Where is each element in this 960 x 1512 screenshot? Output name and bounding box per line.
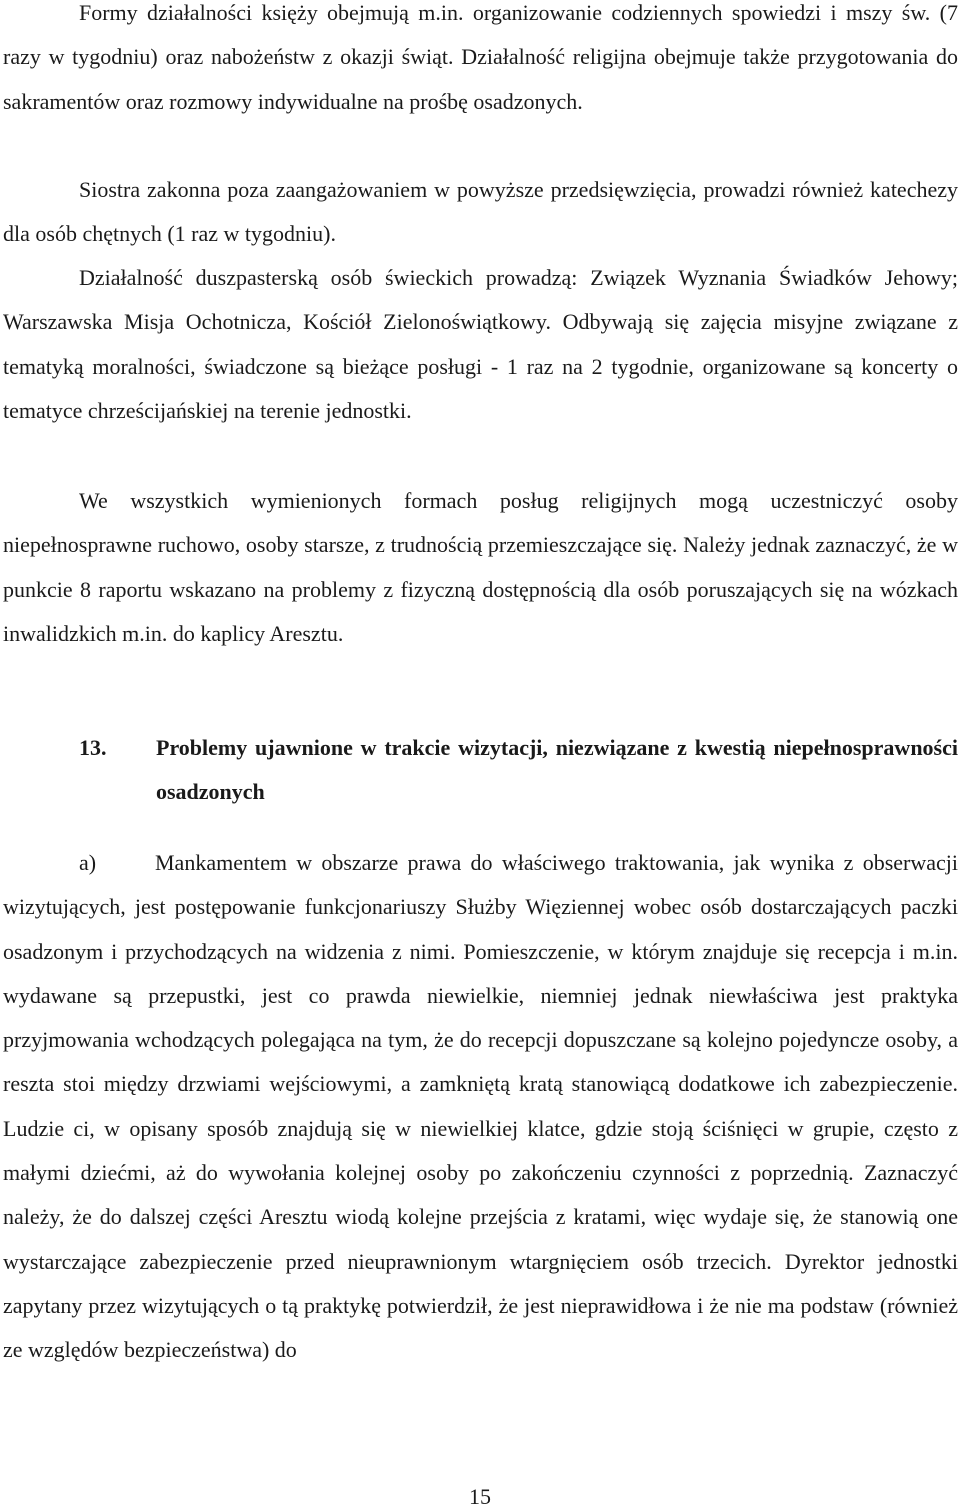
section-number: 13.	[79, 735, 107, 760]
section-title: Problemy ujawnione w trakcie wizytacji, niezwiązane z kwestią niepełnosprawności osadzonych	[156, 735, 958, 805]
list-item-a	[3, 841, 958, 1373]
page-number: 15	[469, 1484, 491, 1509]
paragraph-religious-activities: Formy działalności księży obejmują m.in. organizowanie codziennych spowiedzi i mszy św. (7 razy w tygodniu) oraz nabożeństw z okazji świąt. Działalność religijna obejmuje także przygotowania do sakramentów oraz rozmowy indywidualne na prośbę osadzonych.	[3, 0, 958, 114]
paragraph-nun-catechesis: Siostra zakonna poza zaangażowaniem w powyższe przedsięwzięcia, prowadzi również katechezy dla osób chętnych (1 raz w tygodniu).	[3, 177, 958, 247]
section-heading	[3, 726, 958, 815]
paragraph-lay-ministry: Działalność duszpasterską osób świeckich prowadzą: Związek Wyznania Świadków Jehowy; Warszawska Misja Ochotnicza, Kościół Zielonoświątkowy. Odbywają się zajęcia misyjne związane z tematyką moralności, świadczone są bieżące posługi - 1 raz na 2 tygodnie, organizowane są koncerty o tematyce chrześcijańskiej na terenie jednostki.	[3, 265, 958, 423]
list-item-text: Mankamentem w obszarze prawa do właściwego traktowania, jak wynika z obserwacji wizytujących, jest postępowanie funkcjonariuszy Służby Więziennej wobec osób dostarczających paczki osadzonym i przychodzących na widzenia z nimi. Pomieszczenie, w którym znajduje się recepcja i m.in. wydawane są przepustki, jest co prawda niewielkie, niemniej jednak niewłaściwa jest praktyka przyjmowania wchodzących polegająca na tym, że do recepcji dopuszczane są kolejno pojedyncze osoby, a reszta stoi między drzwiami wejściowymi, a zamkniętą kratą stanowiącą dodatkowe ich zabezpieczenie. Ludzie ci, w opisany sposób znajdują się w niewielkiej klatce, gdzie stoją ściśnięci w grupie, często z małymi dziećmi, aż do wywołania kolejnej osoby po zakończeniu czynności z poprzednią. Zaznaczyć należy, że do dalszej części Aresztu wiodą kolejne przejścia z kratami, więc wydaje się, że stanowią one wystarczające zabezpieczenie przed nieuprawnionym wtargnięciem osób trzecich. Dyrektor jednostki zapytany przez wizytujących o tą praktykę potwierdził, że jest nieprawidłowa i że nie ma podstaw (również ze względów bezpieczeństwa) do	[3, 850, 958, 1363]
paragraph-accessibility: We wszystkich wymienionych formach posług religijnych mogą uczestniczyć osoby niepełnosprawne ruchowo, osoby starsze, z trudnością przemieszczające się. Należy jednak zaznaczyć, że w punkcie 8 raportu wskazano na problemy z fizyczną dostępnością dla osób poruszających się na wózkach inwalidzkich m.in. do kaplicy Aresztu.	[3, 488, 958, 646]
list-item-label: a)	[79, 850, 97, 875]
